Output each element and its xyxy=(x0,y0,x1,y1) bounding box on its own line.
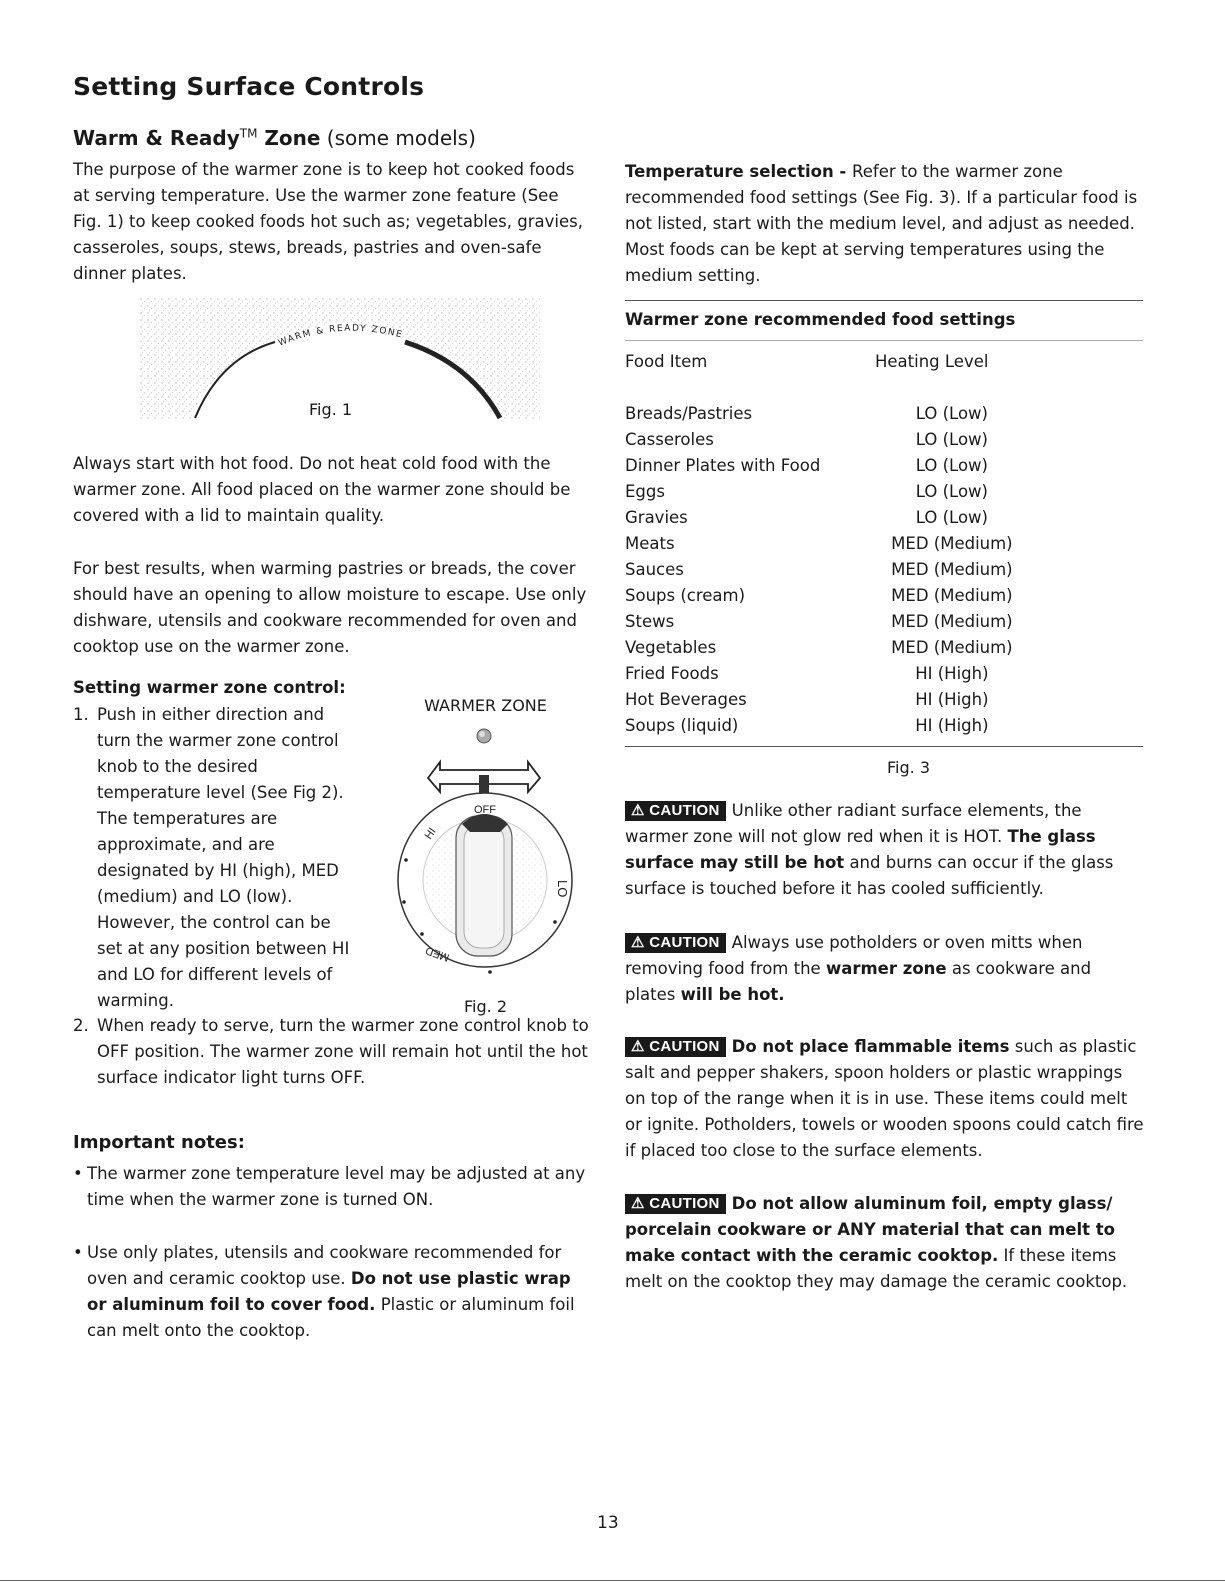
caution-2-a: Always use potholders or oven mitts when removing food from the xyxy=(625,933,1083,978)
note-2-c: Plastic or aluminum foil can melt onto the cooktop. xyxy=(87,1295,575,1340)
fig2-title: WARMER ZONE xyxy=(424,696,547,715)
heating-level-cell: LO (Low) xyxy=(915,404,988,423)
food-item-cell: Gravies xyxy=(625,508,688,527)
food-item-cell: Dinner Plates with Food xyxy=(625,456,821,475)
table-row xyxy=(625,661,1025,687)
page-title: Setting Surface Controls xyxy=(73,72,425,101)
table-row xyxy=(625,401,1025,427)
food-item-cell: Meats xyxy=(625,534,675,553)
heating-level-cell: LO (Low) xyxy=(915,456,988,475)
heating-level-cell: LO (Low) xyxy=(915,508,988,527)
heating-level-cell: LO (Low) xyxy=(915,430,988,449)
caution-3-c: such as plastic salt and pepper shakers, spoon holders or plastic wrappings on top of the range when it is in use. These items could melt or ignite. Potholders, towels or wooden spoons could catch fire if placed too close to the surface elements. xyxy=(625,1037,1144,1160)
table-row xyxy=(625,713,1025,739)
heating-level-cell: MED (Medium) xyxy=(891,586,1013,605)
caution-label: CAUTION xyxy=(649,1038,720,1055)
heating-level-cell: LO (Low) xyxy=(915,482,988,501)
bottom-rule xyxy=(0,1580,1225,1581)
food-item-cell: Casseroles xyxy=(625,430,714,449)
important-notes-heading: Important notes: xyxy=(73,1132,245,1153)
note-1-text: The warmer zone temperature level may be adjusted at any time when the warmer zone is turned ON. xyxy=(87,1164,586,1209)
caution-1-a: Unlike other radiant surface elements, the warmer zone will not glow red when it is HOT. xyxy=(625,801,1082,846)
best-results-paragraph: For best results, when warming pastries or breads, the cover should have an opening to allow moisture to escape. Use only dishware, utensils and cookware recommended for oven and cooktop use on the warmer zone. xyxy=(73,559,587,656)
note-2-b: Do not use plastic wrap or aluminum foil to cover food. xyxy=(87,1269,571,1314)
table-top-rule xyxy=(625,300,1143,301)
table-title: Warmer zone recommended food settings xyxy=(625,310,1016,329)
knob-off-label: OFF xyxy=(474,804,496,816)
food-item-cell: Stews xyxy=(625,612,675,631)
note-1 xyxy=(73,1161,593,1213)
note-2-bullet: • xyxy=(73,1243,83,1262)
table-row xyxy=(625,635,1025,661)
heating-level-cell: MED (Medium) xyxy=(891,534,1013,553)
caution-2-d: will be hot. xyxy=(680,985,785,1004)
step-1-text: Push in either direction and turn the warmer zone control knob to the desired temperature level (See Fig 2). The temperatures are approximate, and are designated by HI (high), MED (medium) and LO (low). However, the control can be set at any position between HI and LO for different levels of warming. xyxy=(97,705,350,1010)
food-item-cell: Soups (cream) xyxy=(625,586,746,605)
always-paragraph: Always start with hot food. Do not heat cold food with the warmer zone. All food placed on the warmer zone should be covered with a lid to maintain quality. xyxy=(73,454,571,525)
fig2-label: Fig. 2 xyxy=(464,997,507,1016)
food-item-cell: Soups (liquid) xyxy=(625,716,739,735)
caution-3 xyxy=(625,1034,1145,1164)
caution-label: CAUTION xyxy=(649,1195,720,1212)
fig2-illustration xyxy=(390,720,580,985)
heating-level-cell: MED (Medium) xyxy=(891,560,1013,579)
caution-badge-4 xyxy=(625,1194,726,1214)
caution-badge-3 xyxy=(625,1037,726,1057)
knob-lo-label: LO xyxy=(555,880,570,898)
table-title-rule xyxy=(625,340,1143,341)
step-2-number: 2. xyxy=(73,1016,89,1035)
intro-paragraph: The purpose of the warmer zone is to keep hot cooked foods at serving temperature. Use the warmer zone feature (See Fig. 1) to keep cooked foods hot such as; vegetables, gravies, casseroles, soups, stews, breads, pastries and oven-safe dinner plates. xyxy=(73,160,583,283)
heating-level-cell: HI (High) xyxy=(915,690,989,709)
section-title-zone: Zone xyxy=(257,126,321,150)
temperature-selection-text: Refer to the warmer zone recommended food settings (See Fig. 3). If a particular food is not listed, start with the medium level, and adjust as needed. Most foods can be kept at serving temperatures using the medium setting. xyxy=(625,162,1138,285)
fig1-label: Fig. 1 xyxy=(309,400,352,419)
page-number: 13 xyxy=(597,1513,619,1533)
trademark: TM xyxy=(239,126,258,141)
food-item-cell: Eggs xyxy=(625,482,665,501)
heating-level-cell: HI (High) xyxy=(915,716,989,735)
table-row xyxy=(625,687,1025,713)
caution-1-b: The glass surface may still be hot xyxy=(625,827,1096,872)
knob-hi-label: HI xyxy=(422,825,439,842)
caution-1 xyxy=(625,798,1145,902)
section-title-models: (some models) xyxy=(320,126,476,150)
setting-heading: Setting warmer zone control: xyxy=(73,678,346,697)
table-row xyxy=(625,453,1025,479)
table-row xyxy=(625,609,1025,635)
caution-badge-1 xyxy=(625,801,726,821)
food-item-cell: Sauces xyxy=(625,560,684,579)
section-title-main: Warm & Ready xyxy=(73,126,240,150)
table-row xyxy=(625,427,1025,453)
temperature-selection-label: Temperature selection - xyxy=(625,162,853,181)
caution-2 xyxy=(625,930,1145,1008)
table-row xyxy=(625,583,1025,609)
heating-level-cell: MED (Medium) xyxy=(891,638,1013,657)
warning-icon: ⚠ xyxy=(631,1195,645,1212)
heating-level-cell: HI (High) xyxy=(915,664,989,683)
note-1-bullet: • xyxy=(73,1164,83,1183)
table-row xyxy=(625,531,1025,557)
fig1-arc-text: WARM & READY ZONE xyxy=(276,323,405,349)
food-item-cell: Vegetables xyxy=(625,638,717,657)
caution-4-c: If these items melt on the cooktop they may damage the ceramic cooktop. xyxy=(625,1246,1128,1291)
caution-1-c: and burns can occur if the glass surface is touched before it has cooled sufficiently. xyxy=(625,853,1114,898)
food-settings-table xyxy=(625,401,1025,739)
food-item-cell: Hot Beverages xyxy=(625,690,747,709)
caution-4 xyxy=(625,1191,1145,1295)
caution-label: CAUTION xyxy=(649,934,720,951)
food-item-cell: Fried Foods xyxy=(625,664,719,683)
table-bottom-rule xyxy=(625,746,1143,747)
caution-badge-2 xyxy=(625,933,726,953)
warning-icon: ⚠ xyxy=(631,802,645,819)
step-1-number: 1. xyxy=(73,705,89,724)
warning-icon: ⚠ xyxy=(631,1038,645,1055)
fig3-label: Fig. 3 xyxy=(887,758,930,777)
temperature-selection-paragraph xyxy=(625,159,1145,289)
table-row xyxy=(625,479,1025,505)
table-row xyxy=(625,557,1025,583)
step-2 xyxy=(73,1013,593,1091)
caution-4-b: Do not allow aluminum foil, empty glass/ porcelain cookware or ANY material that can melt to make contact with the ceramic cooktop. xyxy=(625,1194,1115,1265)
table-row xyxy=(625,505,1025,531)
note-2 xyxy=(73,1240,593,1344)
caution-2-b: warmer zone xyxy=(825,959,947,978)
food-item-cell: Breads/Pastries xyxy=(625,404,753,423)
caution-2-c: as cookware and plates xyxy=(625,959,1092,1004)
col-level-header: Heating Level xyxy=(875,352,989,371)
warmer-zone-knob-graphic xyxy=(390,720,580,985)
note-2-text xyxy=(87,1240,593,1344)
step-1 xyxy=(73,702,363,1014)
warning-icon: ⚠ xyxy=(631,934,645,951)
heating-level-cell: MED (Medium) xyxy=(891,612,1013,631)
caution-label: CAUTION xyxy=(649,802,720,819)
step-2-text: When ready to serve, turn the warmer zone control knob to OFF position. The warmer zone will remain hot until the hot surface indicator light turns OFF. xyxy=(97,1016,589,1087)
caution-3-b: Do not place flammable items xyxy=(731,1037,1010,1056)
knob-med-label: MED xyxy=(423,943,452,964)
col-food-header: Food Item xyxy=(625,352,708,371)
note-2-a: Use only plates, utensils and cookware recommended for oven and ceramic cooktop use. xyxy=(87,1243,562,1288)
section-title xyxy=(73,126,476,150)
